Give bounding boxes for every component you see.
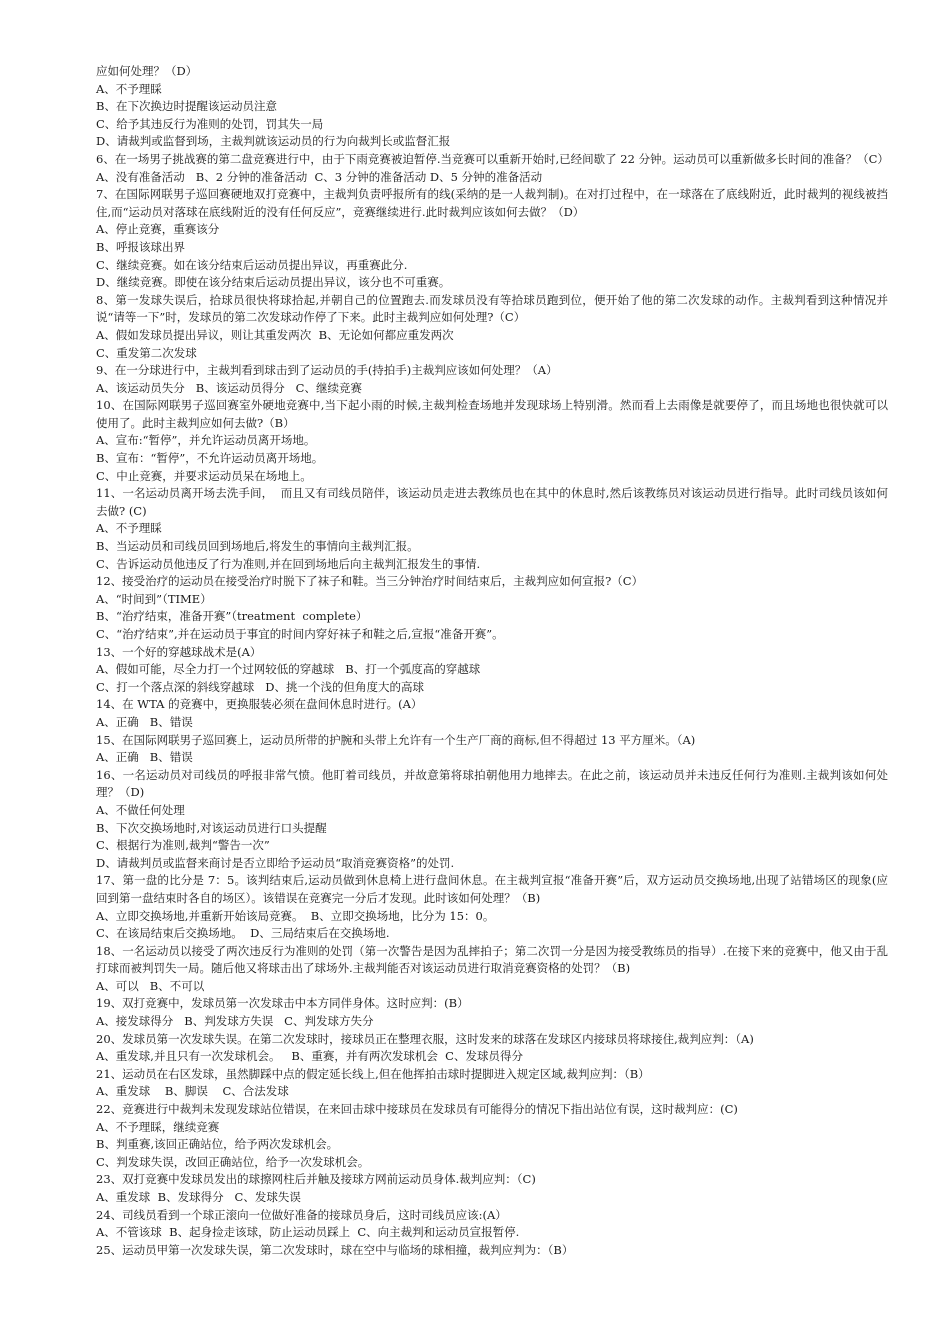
document-line: A、宣布:“暂停”，并允许运动员离开场地。 bbox=[96, 433, 316, 448]
document-line: A、停止竞赛，重赛该分 bbox=[96, 222, 220, 237]
document-line: A、重发球 B、脚误 C、合法发球 bbox=[96, 1084, 289, 1099]
document-line: D、继续竞赛。即使在该分结束后运动员提出异议，该分也不可重赛。 bbox=[96, 275, 451, 290]
document-line: 17、第一盘的比分是 7：5。该判结束后,运动员做到休息椅上进行盘间休息。在主裁判宣报“准备开赛”后，双方运动员交换场地,出现了站错场区的现象(应回到第一盘结束时各自的场区）。该错误在竞赛完一分后才发现。此时该如何处理？（B) bbox=[96, 873, 888, 905]
document-line: B、“治疗结束，准备开赛”（treatment complete） bbox=[96, 609, 368, 624]
document-line: A、该运动员失分 B、该运动员得分 C、继续竞赛 bbox=[96, 380, 362, 395]
document-line: A、正确 B、错误 bbox=[96, 714, 193, 729]
document-line: 8、第一发球失误后，拾球员很快将球拾起,并朝自己的位置跑去.而发球员没有等拾球员跑到位，便开始了他的第二次发球的动作。主裁判看到这种情况并说“请等一下”时，发球员的第二次发球动作停了下来。此时主裁判应如何处理?（C） bbox=[96, 292, 888, 325]
document-line: D、请裁判员或监督来商讨是否立即给予运动员“取消竞赛资格”的处罚. bbox=[96, 855, 455, 870]
document-line: 23、双打竞赛中发球员发出的球擦网柱后并触及接球方网前运动员身体.裁判应判：（C) bbox=[96, 1172, 536, 1187]
document-line: C、判发球失误，改回正确站位，给予一次发球机会。 bbox=[96, 1154, 370, 1169]
document-line: 10、在国际网联男子巡回赛室外硬地竞赛中,当下起小雨的时候,主裁判检查场地并发现球场上特别滑。然而看上去雨像是就要停了，而且场地也很快就可以使用了。此时主裁判应如何去做?（B） bbox=[96, 398, 888, 430]
document-line: 18、一名运动员以接受了两次违反行为准则的处罚（第一次警告是因为乱摔拍子；第二次罚一分是因为接受教练员的指导）.在接下来的竞赛中，他又由于乱打球而被判罚失一局。随后他又将球击出了球场外.主裁判能否对该运动员进行取消竞赛资格的处罚？（B) bbox=[96, 943, 888, 976]
document-line: A、不管该球 B、起身捡走该球，防止运动员踩上 C、向主裁判和运动员宣报暂停. bbox=[96, 1225, 520, 1240]
document-line: A、不做任何处理 bbox=[96, 802, 185, 817]
document-line: 24、司线员看到一个球正滚向一位做好准备的接球员身后，这时司线员应该:(A） bbox=[96, 1207, 507, 1222]
document-line: A、接发球得分 B、判发球方失误 C、判发球方失分 bbox=[96, 1014, 374, 1029]
document-line: C、根据行为准则,裁判“警告一次” bbox=[96, 838, 270, 853]
document-line: 13、一个好的穿越球战术是(A） bbox=[96, 644, 262, 659]
document-line: B、宣布：“暂停”，不允许运动员离开场地。 bbox=[96, 451, 324, 466]
document-line: A、重发球,并且只有一次发球机会。 B、重赛，并有两次发球机会 C、发球员得分 bbox=[96, 1049, 523, 1064]
document-line: A、不予理睬 bbox=[96, 81, 162, 96]
document-line: B、呼报该球出界 bbox=[96, 239, 185, 254]
document-line: A、不予理睬 bbox=[96, 521, 162, 536]
document-line: A、“时间到”（TIME） bbox=[96, 591, 212, 606]
document-line: C、在该局结束后交换场地。 D、三局结束后在交换场地. bbox=[96, 926, 390, 941]
document-line: A、不予理睬，继续竞赛 bbox=[96, 1119, 220, 1134]
document-line: 12、接受治疗的运动员在接受治疗时脱下了袜子和鞋。当三分钟治疗时间结束后，主裁判应如何宣报?（C） bbox=[96, 574, 644, 589]
document-line: 25、运动员甲第一次发球失误，第二次发球时，球在空中与临场的球相撞，裁判应判为：（B） bbox=[96, 1242, 574, 1257]
document-line: 15、在国际网联男子巡回赛上，运动员所带的护腕和头带上允许有一个生产厂商的商标,但不得超过 13 平方厘米。（A) bbox=[96, 732, 696, 747]
document-line: B、判重赛,该回正确站位，给予两次发球机会。 bbox=[96, 1137, 339, 1152]
document-line: C、“治疗结束”,并在运动员于事宜的时间内穿好袜子和鞋之后,宣报“准备开赛”。 bbox=[96, 627, 504, 641]
document-line: 9、在一分球进行中，主裁判看到球击到了运动员的手(持拍手)主裁判应该如何处理？（A） bbox=[96, 363, 558, 378]
document-line: 19、双打竞赛中，发球员第一次发球击中本方同伴身体。这时应判：(B） bbox=[96, 996, 469, 1011]
document-line: C、打一个落点深的斜线穿越球 D、挑一个浅的但角度大的高球 bbox=[96, 679, 424, 694]
document-line: 11、一名运动员离开场去洗手间， 而且又有司线员陪伴，该运动员走进去教练员也在其中的休息时,然后该教练员对该运动员进行指导。此时司线员该如何去做? (C) bbox=[96, 486, 888, 518]
document-line: 16、一名运动员对司线员的呼报非常气愤。他盯着司线员，并故意第将球拍朝他用力地摔去。在此之前，该运动员并未违反任何行为准则.主裁判该如何处理？（D) bbox=[96, 767, 888, 800]
document-line: 应如何处理？（D） bbox=[96, 64, 198, 78]
document-page bbox=[96, 63, 888, 1259]
document-line: A、正确 B、错误 bbox=[96, 750, 193, 765]
document-line: A、重发球 B、发球得分 C、发球失误 bbox=[96, 1190, 301, 1204]
document-line: 20、发球员第一次发球失误。在第二次发球时，接球员正在整理衣服，这时发来的球落在发球区内接球员将球接住,裁判应判：（A) bbox=[96, 1031, 754, 1046]
document-line: 22、竞赛进行中裁判未发现发球站位错误，在来回击球中接球员在发球员有可能得分的情况下指出站位有误，这时裁判应：(C) bbox=[96, 1102, 738, 1117]
document-line: C、中止竞赛，并要求运动员呆在场地上。 bbox=[96, 468, 312, 483]
document-line: C、告诉运动员他违反了行为准则,并在回到场地后向主裁判汇报发生的事情. bbox=[96, 556, 481, 571]
document-line: A、没有准备活动 B、2 分钟的准备活动 C、3 分钟的准备活动 D、5 分钟的准备活动 bbox=[96, 169, 543, 184]
document-line: C、继续竞赛。如在该分结束后运动员提出异议，再重赛此分. bbox=[96, 257, 408, 272]
document-line: 21、运动员在右区发球，虽然脚踩中点的假定延长线上,但在他挥拍击球时提脚进入规定区域,裁判应判：（B） bbox=[96, 1066, 650, 1081]
document-line: A、可以 B、不可以 bbox=[96, 978, 205, 993]
document-line: 7、在国际网联男子巡回赛硬地双打竞赛中，主裁判负责呼报所有的线(采纳的是一人裁判制)。在对打过程中，在一球落在了底线附近，此时裁判的视线被挡住,而“运动员对落球在底线附近的没有任何反应”，竞赛继续进行.此时裁判应该如何去做？（D） bbox=[96, 187, 888, 219]
document-line: C、重发第二次发球 bbox=[96, 345, 197, 360]
document-line: B、当运动员和司线员回到场地后,将发生的事情向主裁判汇报。 bbox=[96, 539, 419, 554]
document-line: B、下次交换场地时,对该运动员进行口头提醒 bbox=[96, 820, 327, 835]
document-line: A、假如发球员提出异议，则让其重发两次 B、无论如何都应重发两次 bbox=[96, 327, 454, 342]
document-line: 14、在 WTA 的竞赛中，更换服装必须在盘间休息时进行。(A） bbox=[96, 697, 423, 712]
document-line: B、在下次换边时提醒该运动员注意 bbox=[96, 99, 277, 114]
document-line: A、立即交换场地,并重新开始该局竞赛。 B、立即交换场地，比分为 15：0。 bbox=[96, 908, 495, 923]
document-line: 6、在一场男子挑战赛的第二盘竞赛进行中，由于下雨竞赛被迫暂停.当竞赛可以重新开始时,已经间歇了 22 分钟。运动员可以重新做多长时间的准备？（C） bbox=[96, 151, 889, 166]
document-line: D、请裁判或监督到场，主裁判就该运动员的行为向裁判长或监督汇报 bbox=[96, 134, 451, 149]
document-line: A、假如可能，尽全力打一个过网较低的穿越球 B、打一个弧度高的穿越球 bbox=[96, 662, 481, 677]
document-line: C、给予其违反行为准则的处罚，罚其失一局 bbox=[96, 116, 324, 131]
